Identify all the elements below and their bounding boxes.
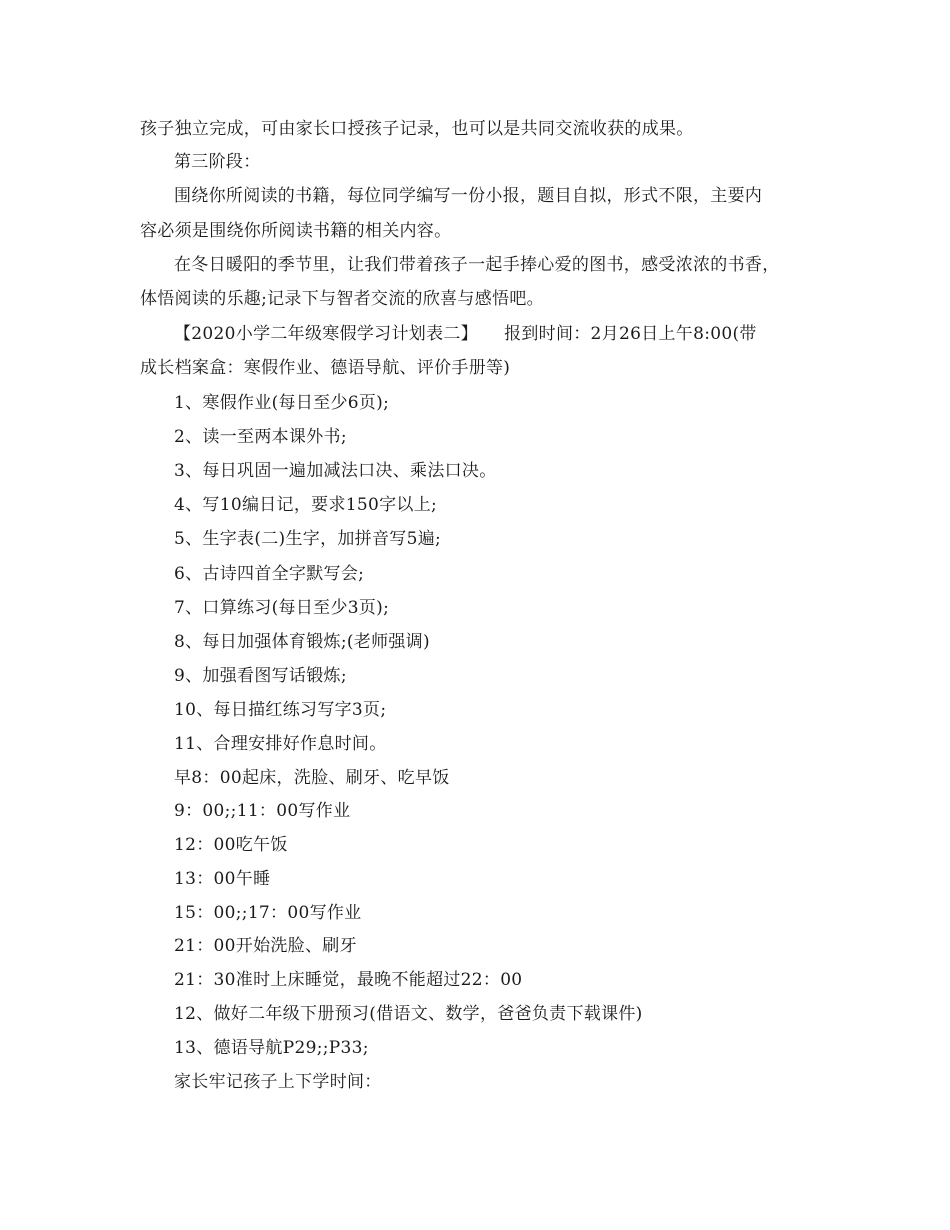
list-item: 9、加强看图写话锻炼; xyxy=(174,666,347,686)
text-line: 第三阶段： xyxy=(174,152,261,172)
list-item: 11、合理安排好作息时间。 xyxy=(174,734,387,754)
schedule-line: 早8：00起床，洗脸、刷牙、吃早饭 xyxy=(174,768,450,788)
list-item: 3、每日巩固一遍加减法口决、乘法口决。 xyxy=(174,461,497,481)
schedule-line: 15：00;;17：00写作业 xyxy=(174,903,362,923)
text-line: 在冬日暖阳的季节里，让我们带着孩子一起手捧心爱的图书，感受浓浓的书香， xyxy=(174,255,780,275)
schedule-line: 13：00午睡 xyxy=(174,869,271,889)
schedule-line: 21：30准时上床睡觉，最晚不能超过22：00 xyxy=(174,970,523,990)
text-line: 围绕你所阅读的书籍，每位同学编写一份小报，题目自拟，形式不限，主要内 xyxy=(174,186,763,206)
text-line: 成长档案盒：寒假作业、德语导航、评价手册等) xyxy=(140,358,511,378)
list-item: 12、做好二年级下册预习(借语文、数学，爸爸负责下载课件) xyxy=(174,1004,643,1024)
list-item: 7、口算练习(每日至少3页); xyxy=(174,598,390,618)
list-item: 2、读一至两本课外书; xyxy=(174,427,347,447)
text-line: 容必须是围绕你所阅读书籍的相关内容。 xyxy=(140,221,452,241)
list-item: 8、每日加强体育锻炼;(老师强调) xyxy=(174,632,430,652)
schedule-line: 12：00吃午饭 xyxy=(174,835,288,855)
list-item: 4、写10编日记，要求150字以上; xyxy=(174,495,438,515)
list-item: 6、古诗四首全字默写会; xyxy=(174,564,365,584)
section-heading: 【2020小学二年级寒假学习计划表二】 报到时间：2月26日上午8:00(带 xyxy=(174,324,757,344)
list-item: 10、每日描红练习写字3页; xyxy=(174,700,387,720)
text-line: 孩子独立完成，可由家长口授孩子记录，也可以是共同交流收获的成果。 xyxy=(140,119,694,139)
list-item: 5、生字表(二)生字，加拼音写5遍; xyxy=(174,529,442,549)
schedule-line: 21：00开始洗脸、刷牙 xyxy=(174,936,357,956)
list-item: 1、寒假作业(每日至少6页); xyxy=(174,393,390,413)
list-item: 13、德语导航P29;;P33; xyxy=(174,1038,369,1058)
schedule-line: 9：00;;11：00写作业 xyxy=(174,801,351,821)
text-line: 体悟阅读的乐趣;记录下与智者交流的欣喜与感悟吧。 xyxy=(140,289,544,309)
text-line: 家长牢记孩子上下学时间： xyxy=(174,1072,382,1092)
